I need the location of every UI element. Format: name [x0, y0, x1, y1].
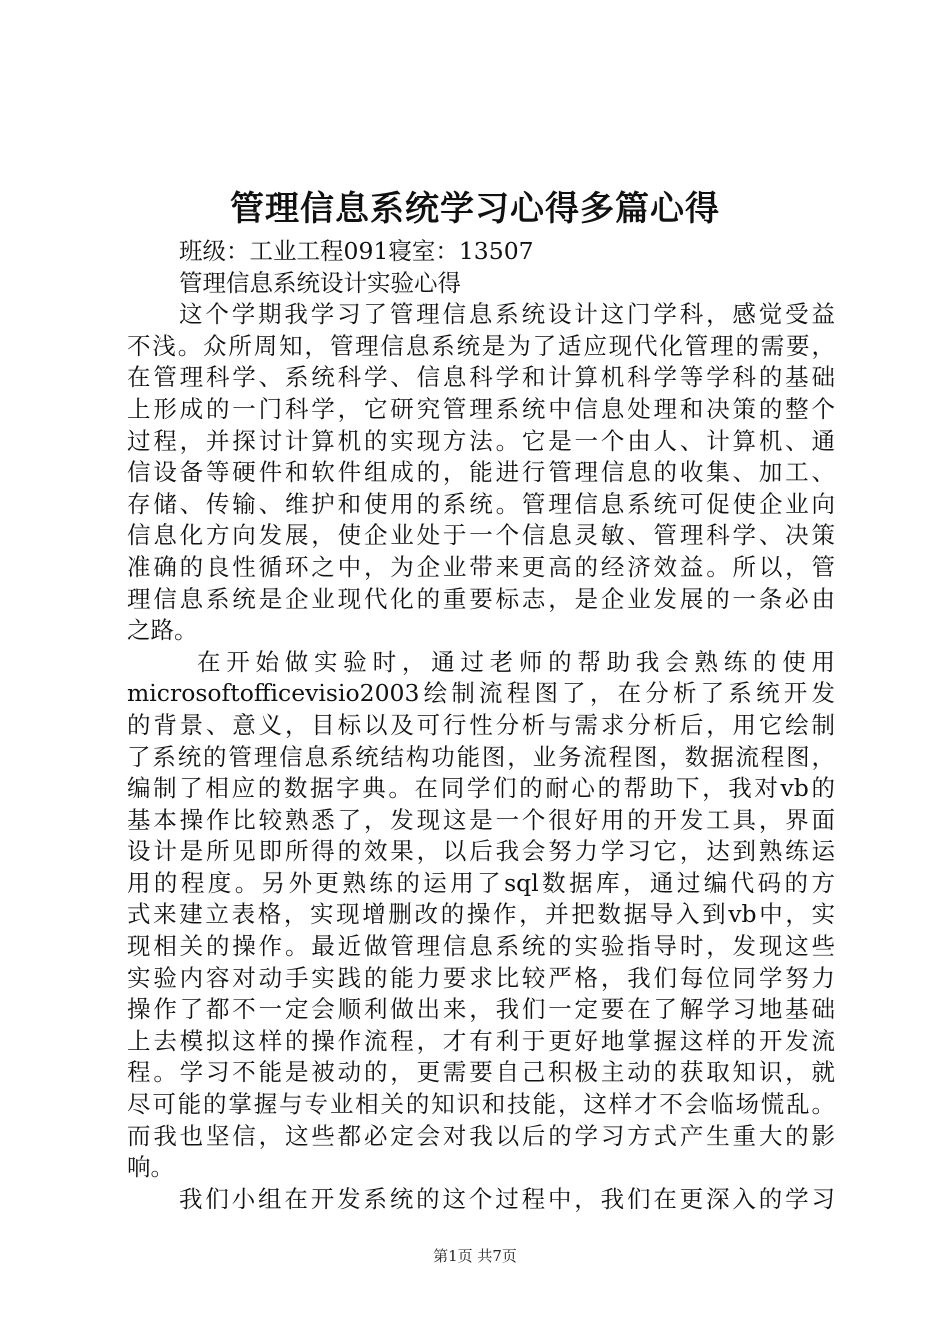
body-text-line: 之路。 — [127, 616, 198, 645]
body-text-line: 实验内容对动手实践的能力要求比较严格，我们每位同学努力 — [127, 963, 835, 992]
body-text-line: 管理信息系统设计实验心得 — [179, 268, 461, 297]
body-text-line: 上去模拟这样的操作流程，才有利于更好地掌握这样的开发流 — [127, 1026, 835, 1055]
body-text-line: 在开始做实验时，通过老师的帮助我会熟练的使用 — [197, 647, 835, 676]
body-text-line: 操作了都不一定会顺利做出来，我们一定要在了解学习地基础 — [127, 995, 835, 1024]
body-text-line: 用的程度。另外更熟练的运用了sql数据库，通过编代码的方 — [127, 868, 835, 897]
body-text-line: 了系统的管理信息系统结构功能图，业务流程图，数据流程图， — [127, 742, 835, 771]
body-text-line: 班级：工业工程091寝室：13507 — [179, 237, 534, 265]
body-text-line: 而我也坚信，这些都必定会对我以后的学习方式产生重大的影 — [127, 1121, 835, 1150]
body-text-line: 尽可能的掌握与专业相关的知识和技能，这样才不会临场慌乱。 — [127, 1090, 835, 1119]
body-text-line: 准确的良性循环之中，为企业带来更高的经济效益。所以，管 — [127, 552, 835, 581]
body-text-line: 理信息系统是企业现代化的重要标志，是企业发展的一条必由 — [127, 584, 835, 613]
body-text-line: 信息化方向发展，使企业处于一个信息灵敏、管理科学、决策 — [127, 521, 835, 550]
body-text-line: 现相关的操作。最近做管理信息系统的实验指导时，发现这些 — [127, 932, 835, 961]
body-text-line: 基本操作比较熟悉了，发现这是一个很好用的开发工具，界面 — [127, 805, 835, 834]
page-number-footer: 第1页 共7页 — [433, 1247, 517, 1265]
body-text-line: 存储、传输、维护和使用的系统。管理信息系统可促使企业向 — [127, 489, 835, 518]
body-text-line: 设计是所见即所得的效果，以后我会努力学习它，达到熟练运 — [127, 837, 835, 866]
body-text-line: 这个学期我学习了管理信息系统设计这门学科，感觉受益 — [179, 300, 835, 329]
document-body — [127, 236, 835, 1215]
body-text-line: 编制了相应的数据字典。在同学们的耐心的帮助下，我对vb的 — [127, 774, 835, 803]
body-text-line: 在管理科学、系统科学、信息科学和计算机科学等学科的基础 — [127, 363, 835, 392]
body-text-line: 程。学习不能是被动的，更需要自己积极主动的获取知识，就 — [127, 1058, 835, 1087]
document-title: 管理信息系统学习心得多篇心得 — [230, 189, 720, 229]
body-text-line: microsoftofficevisio2003绘制流程图了，在分析了系统开发 — [127, 679, 835, 708]
body-text-line: 上形成的一门科学，它研究管理系统中信息处理和决策的整个 — [127, 394, 835, 423]
body-text-line: 响。 — [127, 1153, 174, 1182]
body-text-line: 不浅。众所周知，管理信息系统是为了适应现代化管理的需要， — [127, 331, 835, 360]
body-text-line: 我们小组在开发系统的这个过程中，我们在更深入的学习 — [179, 1184, 835, 1213]
body-text-line: 的背景、意义，目标以及可行性分析与需求分析后，用它绘制 — [127, 710, 835, 739]
body-text-line: 信设备等硬件和软件组成的，能进行管理信息的收集、加工、 — [127, 458, 835, 487]
body-text-line: 过程，并探讨计算机的实现方法。它是一个由人、计算机、通 — [127, 426, 835, 455]
body-text-line: 式来建立表格，实现增删改的操作，并把数据导入到vb中，实 — [127, 900, 835, 929]
